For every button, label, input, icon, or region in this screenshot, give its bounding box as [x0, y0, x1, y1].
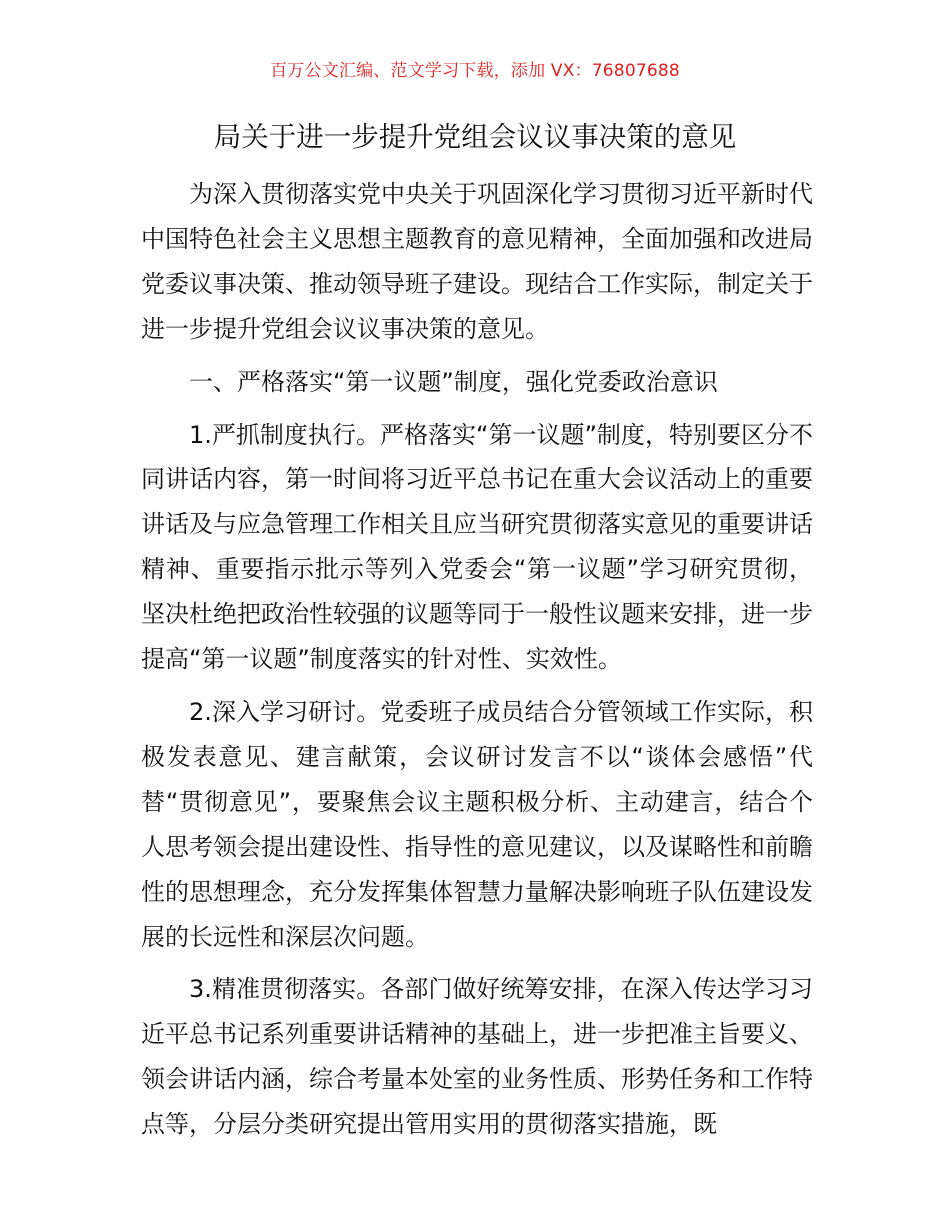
paragraph-intro: 为深入贯彻落实党中央关于巩固深化学习贯彻习近平新时代中国特色社会主义思想主题教育的意见精神，全面加强和改进局党委议事决策、推动领导班子建设。现结合工作实际，制定关于进一步提升党组会议议事决策的意见。 [141, 180, 813, 343]
paragraph-item-1: 1.严抓制度执行。严格落实“第一议题”制度，特别要区分不同讲话内容，第一时间将习近平总书记在重大会议活动上的重要讲话及与应急管理工作相关且应当研究贯彻落实意见的重要讲话精神、重要指示批示等列入党委会“第一议题”学习研究贯彻，坚决杜绝把政治性较强的议题等同于一般性议题来安排，进一步提高“第一议题”制度落实的针对性、实效性。 [141, 420, 813, 674]
paragraph-item-3: 3.精准贯彻落实。各部门做好统筹安排，在深入传达学习习近平总书记系列重要讲话精神的基础上，进一步把准主旨要义、领会讲话内涵，综合考量本处室的业务性质、形势任务和工作特点等，分层分类研究提出管用实用的贯彻落实措施，既 [141, 975, 813, 1139]
document-body [141, 172, 813, 1155]
document-title: 局关于进一步提升党组会议议事决策的意见 [213, 121, 737, 153]
section-heading-1: 一、严格落实“第一议题”制度，强化党委政治意识 [189, 367, 718, 396]
header-watermark-note: 百万公文汇编、范文学习下载，添加 VX：76807688 [270, 61, 680, 81]
paragraph-item-2: 2.深入学习研讨。党委班子成员结合分管领域工作实际，积极发表意见、建言献策，会议研讨发言不以“谈体会感悟”代替“贯彻意见”，要聚焦会议主题积极分析、主动建言，结合个人思考领会提出建设性、指导性的意见建议，以及谋略性和前瞻性的思想理念，充分发挥集体智慧力量解决影响班子队伍建设发展的长远性和深层次问题。 [141, 697, 813, 951]
